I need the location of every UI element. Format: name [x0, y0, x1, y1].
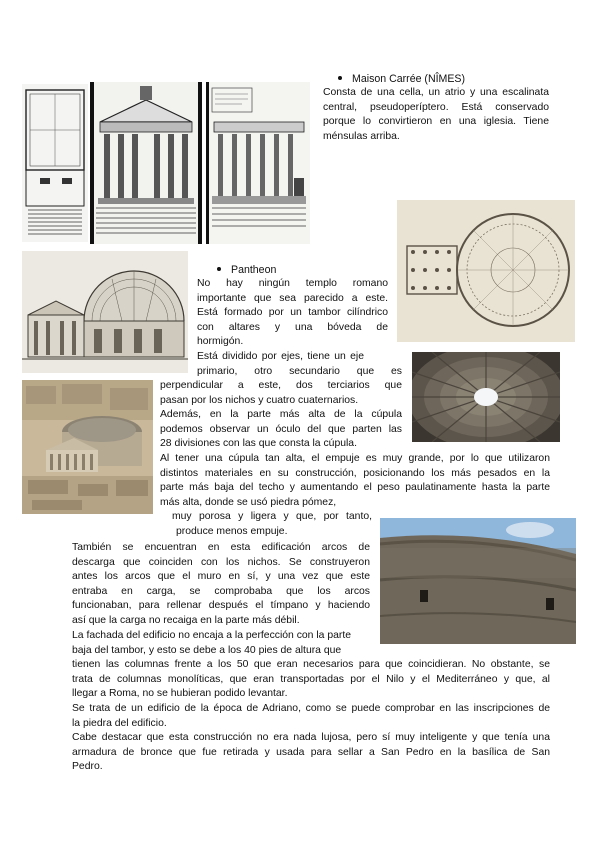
pantheon-paragraph-axes: Está dividido por ejes, tiene un eje primario, otro secundario que es perpendicular a este, dos terciarios que pasan por los nichos y cuatro cuaternarios.	[160, 351, 402, 406]
pantheon-oculus-photo	[412, 352, 560, 442]
pantheon-paragraph-materials: Al tener una cúpula tan alta, el empuje es muy grande, por lo que utilizaron distintos materiales en su construcción, posicionando los más pesados en la parte más baja del techo y aumentando el peso paulatinamente hasta la parte más alta, donde se usó piedra pómez, muy porosa y ligera y que, por tanto, produce menos empuje.	[160, 453, 550, 537]
pantheon-paragraph-hadrian: Se trata de un edificio de la época de Adriano, como se puede comprobar en las inscripciones de la piedra del edificio.	[72, 703, 550, 729]
pantheon-paragraph-bronze: Cabe destacar que esta construcción no era nada lujosa, pero sí muy inteligente y que tenía una armadura de bronce que fue retirada y usada para sellar a San Pedro en la basílica de San Pedro.	[72, 732, 550, 773]
pantheon-aerial-model-photo	[22, 380, 153, 514]
pantheon-paragraph-oculus: Además, en la parte más alta de la cúpula podemos observar un óculo del que parten las 28 divisiones con las que consta la cúpula.	[160, 409, 402, 450]
maison-carree-side-elevation	[206, 82, 310, 244]
pantheon-paragraph-arches: También se encuentran en esta edificación arcos de descarga que coinciden con los nichos. Se construyeron antes los arcos que el muro en sí, y una vez que este entraba en carga, se comprobaba que los arcos funcionaban, para rellenar después el tímpano y haciendo así que la carga no recaiga en la parte más débil.	[72, 542, 370, 626]
maison-carree-front-elevation	[90, 82, 202, 244]
maison-carree-heading: Maison Carrée (NÎMES)	[338, 72, 465, 86]
bullet-icon	[217, 267, 221, 271]
bullet-icon	[338, 76, 342, 80]
pantheon-heading: Pantheon	[217, 263, 276, 277]
maison-carree-description: Consta de una cella, un atrio y una escalinata central, pseudoperíptero. Está conservado porque lo convirtieron en una iglesia. Tiene ménsulas arriba.	[323, 87, 549, 142]
pantheon-paragraph-facade: La fachada del edificio no encaja a la perfección con la parte baja del tambor, y esto se debe a los 40 pies de altura que tienen las columnas frente a los 50 que eran necesarios para que coincidieran. No obstante, se trata de columnas monolíticas, que eran transportadas por el Nilo y el Mediterráneo y que, al llegar a Roma, no se hubieran podido levantar.	[72, 630, 550, 700]
pantheon-paragraph-intro: No hay ningún templo romano importante que sea parecido a este. Está formado por un tambor cilíndrico con altares y una bóveda de hormigón.	[197, 278, 388, 348]
maison-carree-plan-drawing	[22, 84, 88, 242]
pantheon-floor-plan	[397, 200, 575, 342]
